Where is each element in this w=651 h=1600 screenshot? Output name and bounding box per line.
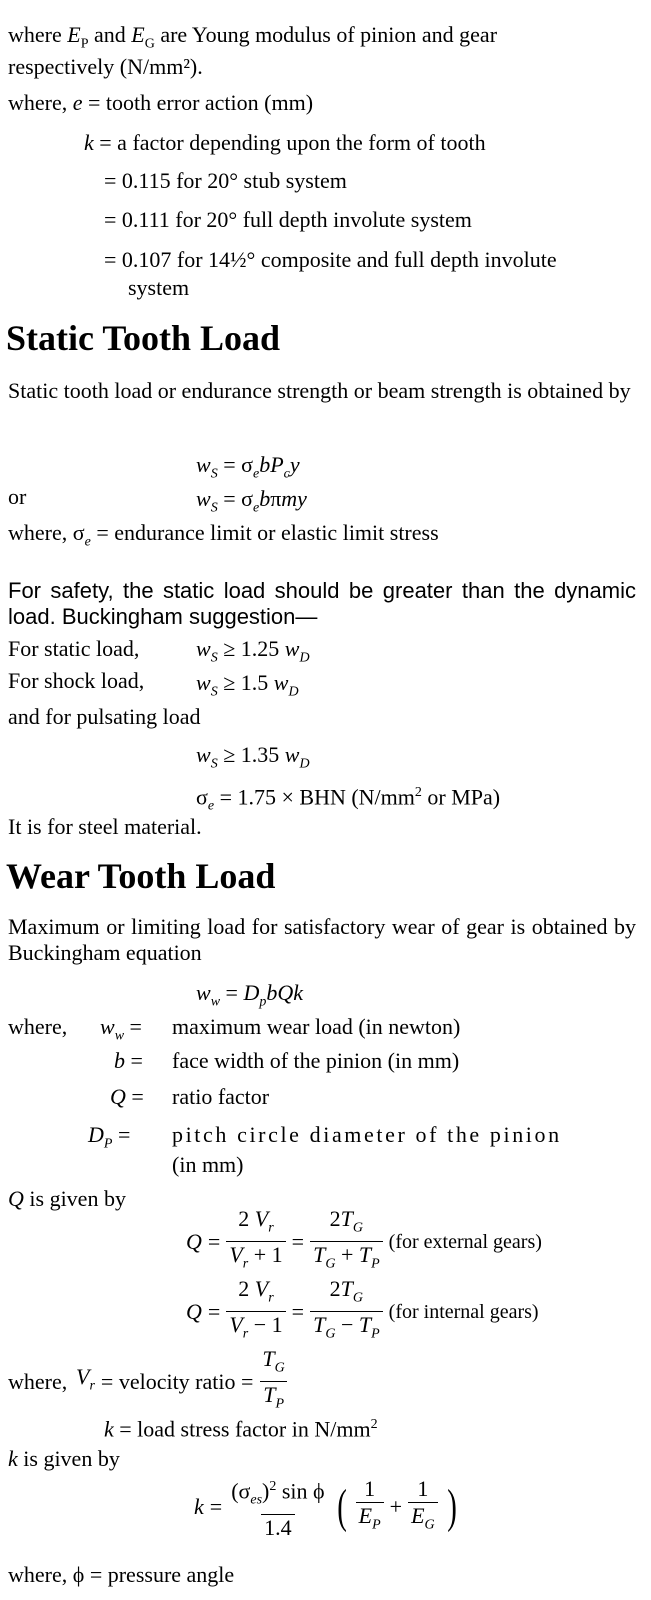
dp-def-cont: (in mm) xyxy=(172,1152,244,1177)
k-load-def: k = load stress factor in $N/mm^2$ xyxy=(104,1416,378,1442)
vr-definition: where, $V_r$ = velocity ratio = $\frac{T_G}{T_P}$ xyxy=(8,1346,288,1418)
b-symbol: b = xyxy=(114,1048,143,1073)
pulsating-label: and for pulsating load xyxy=(8,704,201,729)
sigma-definition: where, $\sigma_e$ = endurance limit or elastic limit stress xyxy=(8,520,439,550)
ww-def: maximum wear load (in newton) xyxy=(172,1014,461,1039)
intro-line-1: where $E_P$ and $E_G$ are Young modulus of pinion and gear xyxy=(8,22,498,52)
pulsating-eq: $w_S \ge 1.35$ $w_D$ xyxy=(196,742,310,772)
k-value-3: = 0.107 for 14½° composite and full depth involute xyxy=(104,247,557,272)
k-definition: k = a factor depending upon the form of tooth xyxy=(84,130,486,155)
static-paragraph: Static tooth load or endurance strength or beam strength is obtained by xyxy=(8,378,631,403)
k-given: k is given by xyxy=(8,1446,120,1471)
wear-eq: $w_w = D_pbQk$ xyxy=(196,980,303,1010)
wear-heading: Wear Tooth Load xyxy=(6,856,276,896)
bhn-eq: $\sigma_e = 1.75$ × BHN ($N/mm^2$ or MPa) xyxy=(196,784,501,814)
q-internal-eq: Q = $\frac{2 V_r}{V_r - 1}$ = $\frac{2T_G}{T_G - T_P}$ (for internal gears) xyxy=(186,1276,539,1348)
shock-load-label: For shock load, xyxy=(8,668,145,693)
steel-note: It is for steel material. xyxy=(8,814,202,839)
dp-def: pitch circle diameter of the pinion xyxy=(172,1122,562,1147)
q-external-eq: Q = $\frac{2 V_r}{V_r + 1}$ = $\frac{2T_G}{T_G + T_P}$ (for external gears) xyxy=(186,1206,542,1278)
k-value-2: = 0.111 for 20° full depth involute system xyxy=(104,207,472,232)
k-value-3-cont: system xyxy=(128,275,190,300)
static-eq-1: $w_S = \sigma_ebP_cy$ xyxy=(196,452,300,482)
e-definition: where, e = tooth error action (mm) xyxy=(8,90,314,115)
static-heading: Static Tooth Load xyxy=(6,318,281,358)
b-def: face width of the pinion (in mm) xyxy=(172,1048,460,1073)
internal-label: (for internal gears) xyxy=(388,1300,539,1323)
k-value-1: = 0.115 for 20° stub system xyxy=(104,168,347,193)
q-symbol: Q = xyxy=(110,1084,144,1109)
wear-paragraph: Maximum or limiting load for satisfactory wear of gear is obtained by Buckingham equation xyxy=(8,914,636,965)
dp-symbol: $D_P$ = xyxy=(88,1122,131,1152)
static-eq-2: $w_S = \sigma_eb\pi my$ xyxy=(196,486,307,516)
static-load-label: For static load, xyxy=(8,636,140,661)
q-def: ratio factor xyxy=(172,1084,270,1109)
ww-symbol: $w_w$ = xyxy=(100,1014,142,1044)
static-load-eq: $w_S \ge 1.25$ $w_D$ xyxy=(196,636,310,666)
shock-load-eq: $w_S \ge 1.5$ $w_D$ xyxy=(196,670,299,700)
vr-text: = velocity ratio = xyxy=(100,1368,254,1394)
wear-where: where, xyxy=(8,1014,68,1039)
phi-definition: where, ϕ = pressure angle xyxy=(8,1562,235,1587)
safety-paragraph: For safety, the static load should be greater than the dynamic load. Buckingham suggestion— xyxy=(8,578,636,629)
or-label: or xyxy=(8,484,27,509)
k-formula: k = $\frac{(\sigma_{es})^2 \sin \phi}{1.4}$ ( $\frac{1}{E_P}$ + $\frac{1}{E_G}$ ) xyxy=(194,1476,457,1540)
intro-line-2: respectively (N/mm²). xyxy=(8,54,203,79)
external-label: (for external gears) xyxy=(388,1230,542,1253)
q-given: Q is given by xyxy=(8,1186,126,1211)
